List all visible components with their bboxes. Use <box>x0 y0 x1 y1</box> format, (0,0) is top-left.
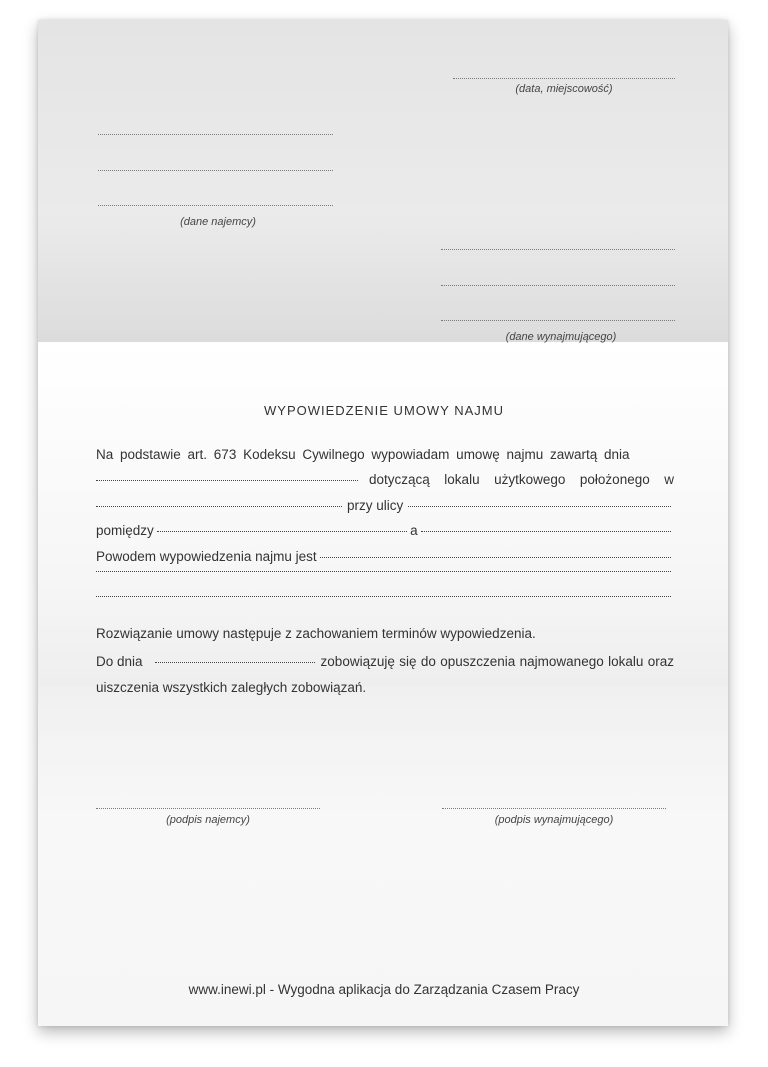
tenant-signature-line <box>96 808 320 809</box>
body-line-8 <box>96 626 674 641</box>
body-line-2 <box>96 472 674 487</box>
landlord-signature-line <box>442 808 666 809</box>
landlord-signature-caption: (podpis wynajmującego) <box>494 814 614 826</box>
reason-blank-3 <box>96 596 671 597</box>
vacate-date-blank <box>155 662 315 663</box>
body-line-9 <box>96 654 674 669</box>
footer-text[interactable]: www.inewi.pl - Wygodna aplikacja do Zarządzania Czasem Pracy <box>188 982 580 997</box>
vacate-obligation-text: zobowiązuję się do opuszczenia najmowanego lokalu oraz <box>320 654 674 669</box>
body-line-10 <box>96 680 674 695</box>
body-line-2-text: dotyczącą lokalu użytkowego położonego w <box>369 472 674 487</box>
and-label: a <box>410 523 418 538</box>
landlord-data-line-2 <box>441 285 675 286</box>
until-date-label: Do dnia <box>96 654 143 669</box>
tenant-signature-caption: (podpis najemcy) <box>166 814 250 826</box>
location-city-blank <box>96 506 342 507</box>
landlord-data-line-3 <box>441 320 675 321</box>
date-place-caption: (data, miejscowość) <box>515 83 613 95</box>
body-line-1 <box>96 447 674 462</box>
reason-label: Powodem wypowiedzenia najmu jest <box>96 549 317 564</box>
contract-date-blank <box>96 480 358 481</box>
party-one-blank <box>157 531 407 532</box>
street-blank <box>408 506 671 507</box>
party-two-blank <box>421 531 671 532</box>
tenant-data-line-1 <box>98 134 333 135</box>
body-line-7 <box>96 599 674 600</box>
body-line-3 <box>96 498 674 513</box>
sheet-fold-top <box>38 20 728 342</box>
tenant-data-line-3 <box>98 205 333 206</box>
settle-obligations-text: uiszczenia wszystkich zaległych zobowiązań. <box>96 680 367 695</box>
landlord-data-line-1 <box>441 249 675 250</box>
body-line-1-text: Na podstawie art. 673 Kodeksu Cywilnego wypowiadam umowę najmu zawartą dnia <box>96 447 630 462</box>
body-line-3-text: przy ulicy <box>347 498 404 513</box>
reason-blank-2 <box>96 571 671 572</box>
tenant-data-line-2 <box>98 170 333 171</box>
reason-blank-1 <box>320 557 671 558</box>
date-place-line <box>453 78 675 79</box>
termination-terms-text: Rozwiązanie umowy następuje z zachowaniem terminów wypowiedzenia. <box>96 626 536 641</box>
body-line-6 <box>96 574 674 575</box>
between-label: pomiędzy <box>96 523 154 538</box>
body-line-5 <box>96 549 674 564</box>
body-line-4 <box>96 523 674 538</box>
sheet-fold-bottom <box>38 686 728 1026</box>
landlord-data-caption: (dane wynajmującego) <box>505 331 617 343</box>
tenant-data-caption: (dane najemcy) <box>180 216 256 228</box>
document-title: WYPOWIEDZENIE UMOWY NAJMU <box>264 403 504 418</box>
